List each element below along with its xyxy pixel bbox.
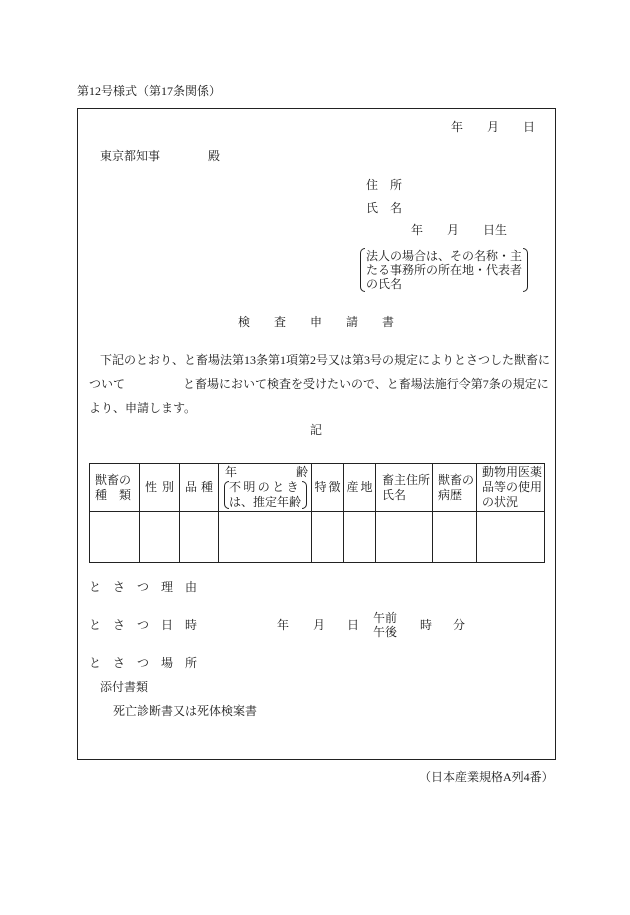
header-breed	[180, 464, 219, 512]
header-history	[433, 464, 477, 512]
corporate-note-line: たる事務所の所在地・代表者	[366, 263, 523, 277]
corporate-note-line: の氏名	[366, 277, 403, 291]
inspection-table	[89, 463, 545, 563]
applicant-name-label: 氏 名	[366, 201, 403, 215]
header-features	[312, 464, 344, 512]
corporate-note	[366, 249, 522, 291]
header-history-line: 病歴	[438, 487, 463, 502]
table-header-row	[90, 464, 545, 512]
header-history-line: 獣畜の	[438, 472, 475, 487]
datetime-am-pm	[373, 611, 397, 639]
cell-features	[312, 512, 344, 563]
corporate-note-left-bracket	[360, 248, 365, 292]
corporate-note-right-bracket	[523, 248, 528, 292]
header-origin-label: 産地	[346, 480, 375, 494]
header-species-line: 獣畜の	[95, 472, 132, 487]
datetime-year: 年	[277, 618, 290, 632]
header-sex	[140, 464, 180, 512]
cell-history	[433, 512, 477, 563]
ki-heading: 記	[310, 423, 323, 437]
body-line-2-start: ついて	[89, 377, 126, 391]
applicant-address-label: 住 所	[366, 178, 403, 192]
cell-origin	[344, 512, 376, 563]
datetime-minute: 分	[453, 618, 466, 632]
cell-species	[90, 512, 140, 563]
paper-size-note: （日本産業規格A列4番）	[419, 770, 554, 784]
cell-breed	[180, 512, 219, 563]
header-species	[90, 464, 140, 512]
addressee: 東京都知事 殿	[100, 149, 221, 163]
header-age	[219, 464, 312, 512]
document-title: 検 査 申 請 書	[238, 315, 395, 329]
header-species-line: 種 類	[95, 487, 132, 502]
body-line-1: 下記のとおり、と畜場法第13条第1項第2号又は第3号の規定によりとさつした獣畜に	[100, 353, 551, 367]
header-medicine-line: の状況	[482, 495, 519, 509]
body-line-2-end: と畜場において検査を受けたいので、と畜場法施行令第7条の規定に	[183, 377, 549, 391]
form-label: 第12号様式（第17条関係）	[77, 84, 222, 98]
datetime-pm: 午後	[373, 625, 398, 639]
header-owner-line: 畜主住所	[382, 472, 431, 487]
corporate-note-line: 法人の場合は、その名称・主	[366, 249, 523, 263]
header-sex-label: 性別	[144, 480, 179, 494]
cell-medicine	[477, 512, 545, 563]
header-features-label: 特徴	[314, 480, 343, 494]
attachment-item: 死亡診断書又は死体検案書	[113, 704, 258, 718]
cell-owner	[376, 512, 433, 563]
table-row	[90, 512, 545, 563]
header-owner-line: 氏名	[382, 487, 407, 502]
cell-sex	[140, 512, 180, 563]
datetime-hour: 時	[420, 618, 433, 632]
slaughter-place-label: と さ つ 場 所	[89, 656, 198, 670]
header-age-note-line: 不明のとき	[229, 480, 302, 494]
header-age-label-right: 齢	[295, 465, 308, 479]
header-medicine-line: 品等の使用	[482, 480, 543, 494]
datetime-day: 日	[347, 618, 360, 632]
header-origin	[344, 464, 376, 512]
attachments-label: 添付書類	[100, 680, 149, 694]
datetime-month: 月	[313, 618, 326, 632]
header-medicine	[477, 464, 545, 512]
header-medicine-line: 動物用医薬	[482, 465, 543, 479]
header-age-label-left: 年	[225, 465, 238, 479]
header-age-note-line: は、推定年齢	[229, 495, 302, 509]
header-breed-label: 品種	[184, 480, 217, 494]
slaughter-datetime-label: と さ つ 日 時	[89, 618, 198, 632]
cell-age	[219, 512, 312, 563]
body-line-3: より、申請します。	[89, 401, 197, 415]
header-age-label	[224, 465, 308, 480]
slaughter-reason-label: と さ つ 理 由	[89, 580, 198, 594]
header-owner	[376, 464, 433, 512]
applicant-birth-line: 年 月 日生	[411, 223, 508, 237]
header-age-note	[224, 480, 307, 510]
application-date-line: 年 月 日	[451, 120, 536, 134]
datetime-am: 午前	[373, 611, 398, 625]
